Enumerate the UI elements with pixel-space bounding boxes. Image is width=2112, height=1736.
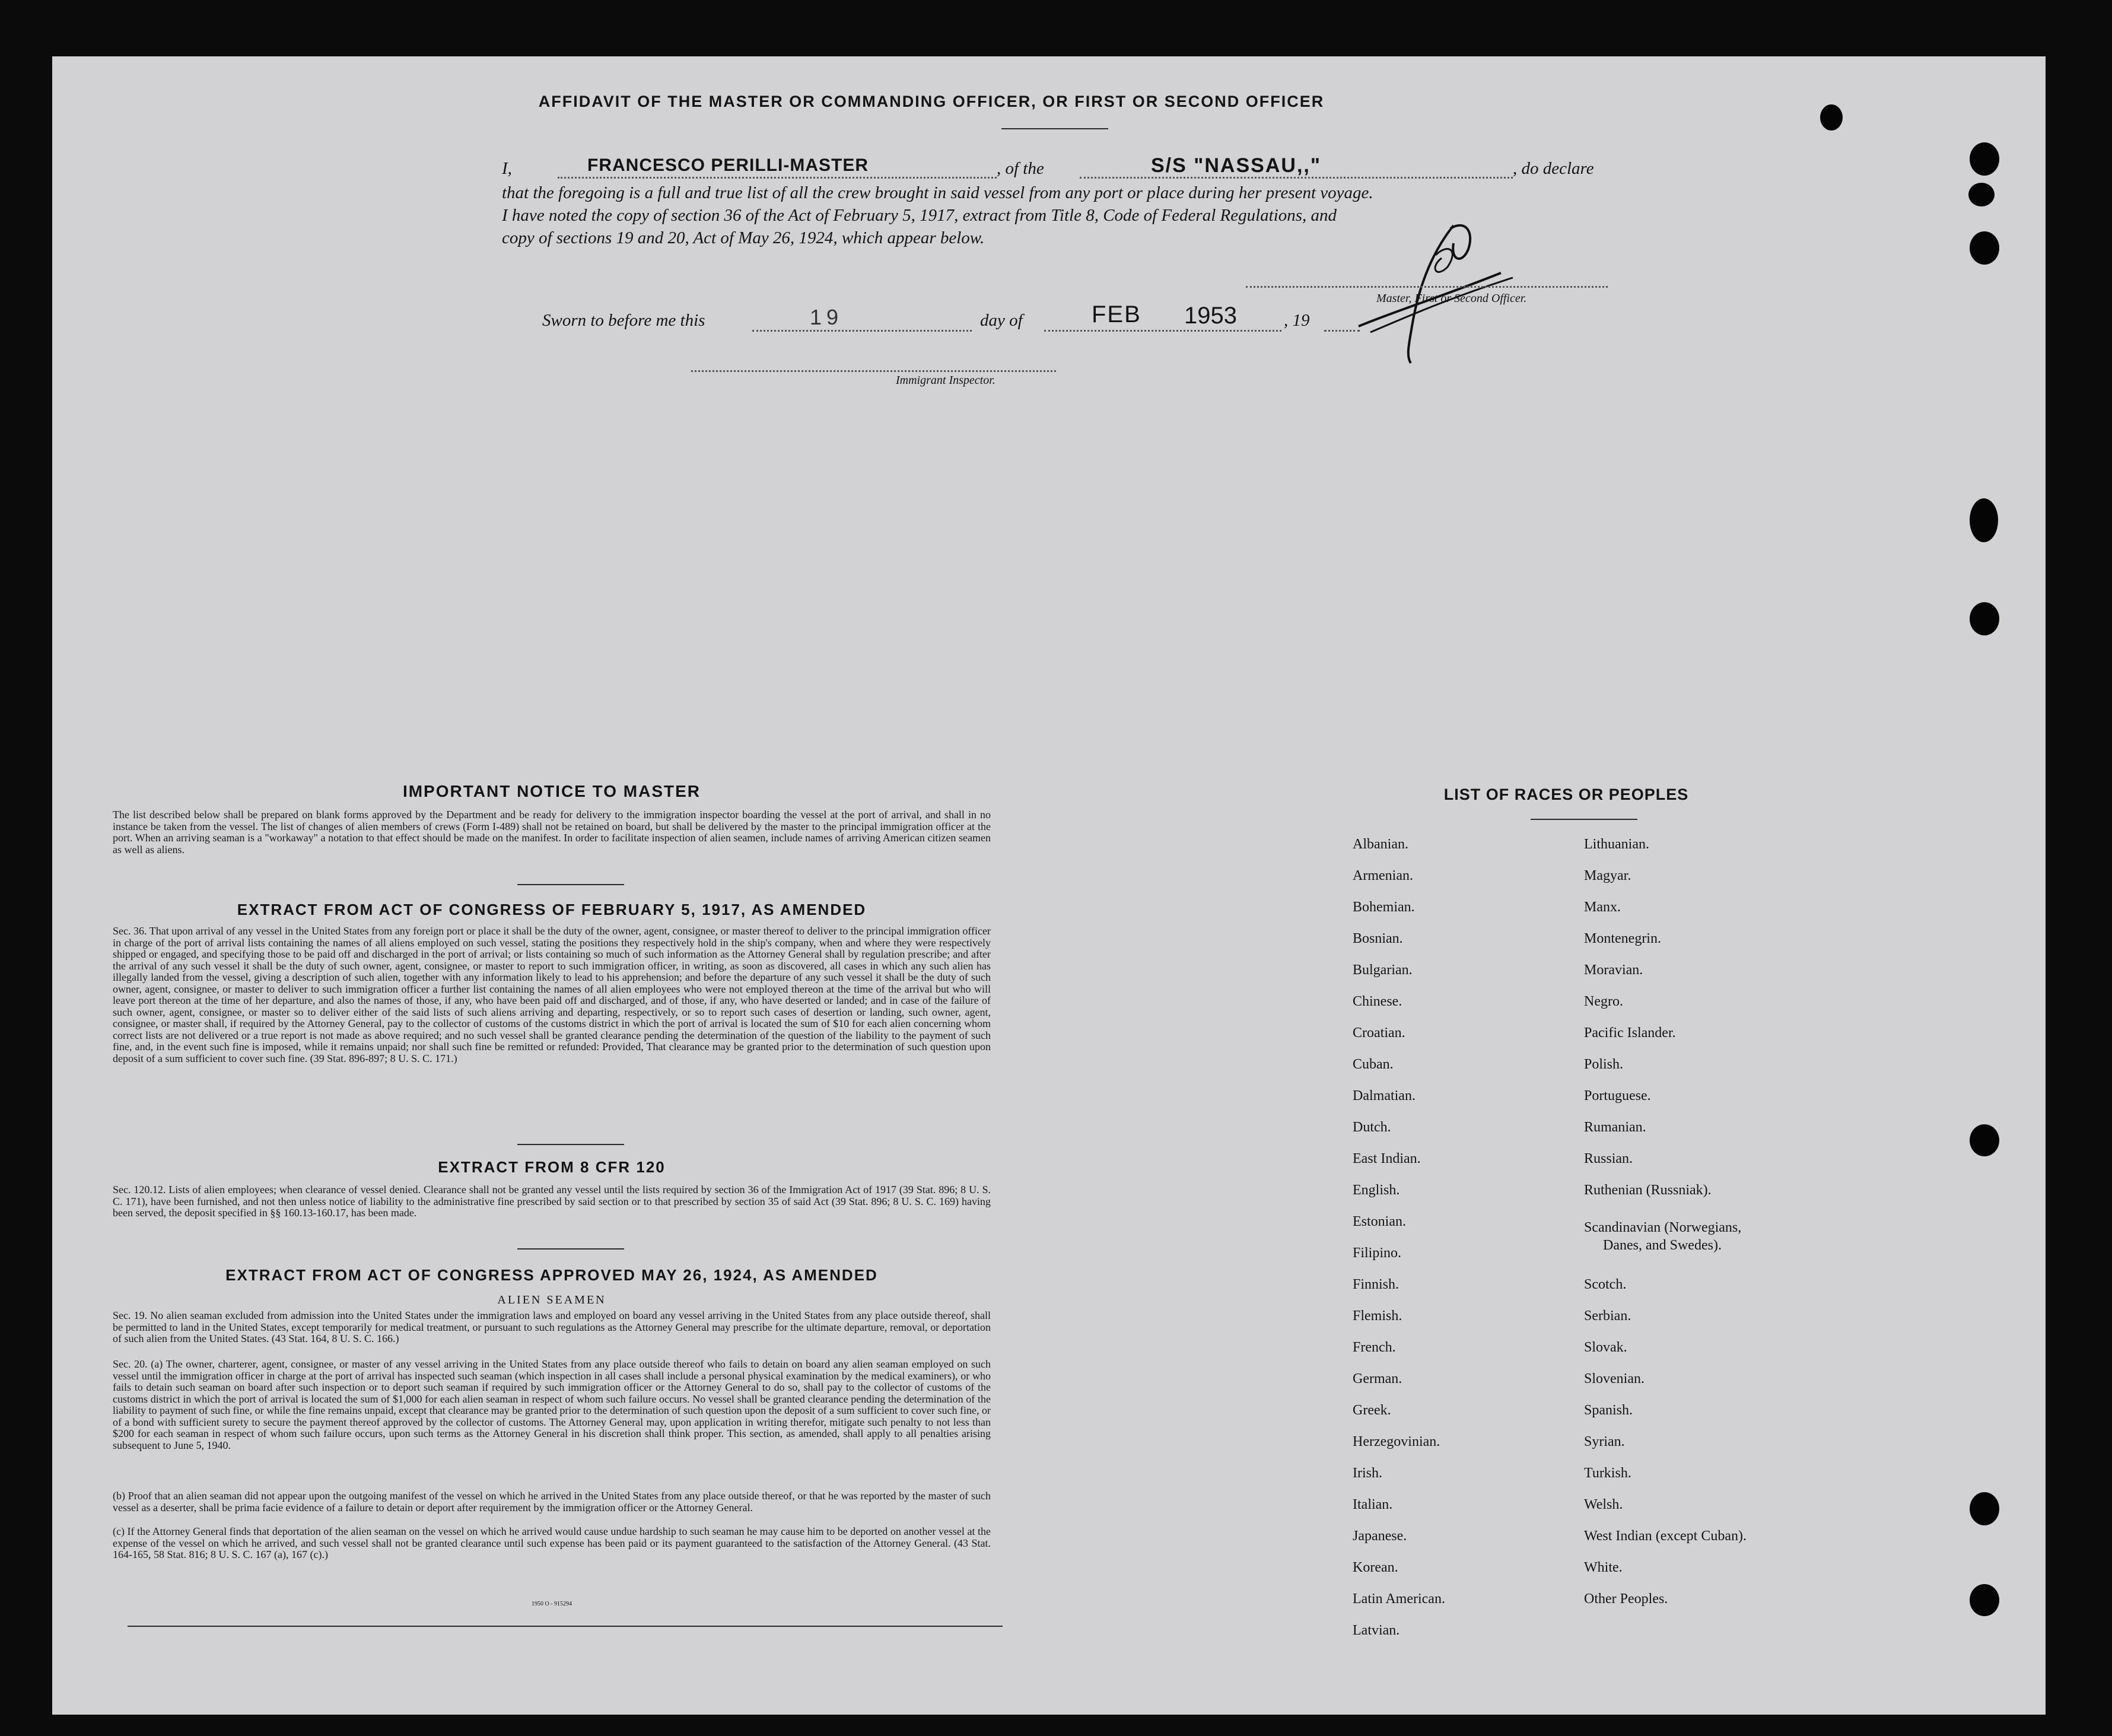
year-line: [1324, 330, 1360, 332]
punch-hole: [1970, 231, 1999, 265]
bottom-rule: [128, 1626, 1003, 1627]
race-item: Syrian.: [1584, 1434, 1625, 1449]
races-rule: [1531, 819, 1637, 820]
extract-cfr-title: EXTRACT FROM 8 CFR 120: [438, 1158, 666, 1176]
race-item: Pacific Islander.: [1584, 1025, 1676, 1041]
race-item: Serbian.: [1584, 1308, 1631, 1324]
extract-cfr-rule: [517, 1248, 624, 1249]
race-item: Moravian.: [1584, 962, 1643, 978]
race-item: Dutch.: [1353, 1120, 1391, 1135]
signature-line: [1246, 286, 1608, 288]
extract-cfr-body: Sec. 120.12. Lists of alien employees; when clearance of vessel denied. Clearance shall not be granted any vessel until the lists required by section 36 of the Immigration Act of 1917 (39 Stat. 896; 8 U. S. C. 171), have been furnished, and not then unless notice of liability to the administrative fine prescribed by said section or to that prescribed by section 35 of said Act (39 Stat. 896; 8 U. S. C. 169) having been served, the deposit specified in §§ 160.13-160.17, has been made.: [113, 1184, 991, 1219]
race-item: Portuguese.: [1584, 1088, 1651, 1104]
race-item: Finnish.: [1353, 1277, 1399, 1292]
race-item: Greek.: [1353, 1403, 1391, 1418]
punch-hole: [1970, 498, 1998, 542]
punch-hole: [1970, 1584, 1999, 1616]
race-item: Danes, and Swedes).: [1603, 1238, 1722, 1253]
race-item: Other Peoples.: [1584, 1591, 1668, 1607]
vessel-name: S/S "NASSAU,,": [1151, 154, 1321, 177]
race-item: Estonian.: [1353, 1214, 1406, 1229]
sec-20a-body: Sec. 20. (a) The owner, charterer, agent, consignee, or master of any vessel arriving in the United States from any place outside thereof who fails to detain on board any alien seaman employed on such vessel until the immigration officer in charge at the port of arrival has inspected such seaman (which inspection in all cases shall include a personal physical examination by the medical examiners), or who fails to detain such seaman on board after such inspection or to deport such seaman if required by such immigration officer or the Attorney General to do so, shall pay to the collector of customs of the customs district in which the port of arrival is located the sum of $1,000 for each alien seaman in respect of whom such failure occurs. No vessel shall be granted clearance pending the determination of the liability to payment of such fine, or while the fine remains unpaid, except that clearance may be granted prior to the determination of such question upon the deposit of a sum sufficient to cover such fine, or of a bond with sufficient surety to secure the payment thereof approved by the collector of customs. The Attorney General may, upon application in writing therefor, mitigate such penalty to not less than $200 for each seaman in respect of whom such failure occurs, upon such terms as the Attorney General in his discretion shall think proper. This section, as amended, shall apply to all penalties arising subsequent to June 5, 1940.: [113, 1358, 991, 1451]
inspector-caption: Immigrant Inspector.: [896, 374, 995, 387]
race-item: Latvian.: [1353, 1623, 1400, 1638]
affidavit-line-2: that the foregoing is a full and true list of all the crew brought in said vessel from any port or place during her present voyage.: [502, 183, 1373, 202]
extract-1917-body: Sec. 36. That upon arrival of any vessel in the United States from any foreign port or place it shall be the duty of the owner, agent, consignee, or master thereof to deliver to the principal immigration officer in charge of the port of arrival lists containing the names of all aliens employed on such vessel, stating the positions they respectively hold in the ship's company, when and where they were respectively shipped or engaged, and specifying those to be paid off and discharged in the port of arrival; or lists containing so much of such information as the Attorney General shall by regulation prescribe; and after the arrival of any such vessel it shall be the duty of such owner, agent, consignee, or master to report to such immigration officer, in writing, as soon as discovered, all cases in which any such alien has illegally landed from the vessel, giving a description of such alien, together with any information likely to lead to his apprehension; and before the departure of any such vessel it shall be the duty of such owner, agent, consignee, or master to deliver to such immigration officer a further list containing the names of all alien employees who were not employed thereon at the time of the arrival but who will leave port thereon at the time of her departure, and also the names of those, if any, who have been paid off and discharged, and of those, if any, who have deserted or landed; and in case of the failure of such owner, agent, consignee, or master so to deliver either of the said lists of such aliens arriving and departing, respectively, or so to report such cases of desertion or landing, such owner, agent, consignee, or master shall, if required by the Attorney General, pay to the collector of customs of the customs district in which the port of arrival is located the sum of $10 for each alien concerning whom correct lists are not delivered or a true report is not made as above required; and no such vessel shall be granted clearance pending the determination of the question of the liability to the payment of such fine, and, in the event such fine is imposed, while it remains unpaid; nor shall such fine be remitted or refunded: Provided, That clearance may be granted prior to the determination of such question upon deposit of a sum sufficient to cover such fine. (39 Stat. 896-897; 8 U. S. C. 171.): [113, 925, 991, 1064]
extract-1924-title: EXTRACT FROM ACT OF CONGRESS APPROVED MAY 26, 1924, AS AMENDED: [225, 1266, 878, 1284]
race-item: Welsh.: [1584, 1497, 1623, 1512]
sworn-month: FEB: [1092, 301, 1141, 328]
race-item: Italian.: [1353, 1497, 1393, 1512]
affidavit-i: I,: [502, 159, 512, 178]
race-item: Spanish.: [1584, 1403, 1633, 1418]
race-item: Flemish.: [1353, 1308, 1402, 1324]
vessel-line: [1080, 177, 1513, 179]
affidavit-line-3: I have noted the copy of section 36 of the Act of February 5, 1917, extract from Title 8, Code of Federal Regulations, and: [502, 206, 1337, 225]
race-item: Croatian.: [1353, 1025, 1405, 1041]
race-item: Bohemian.: [1353, 899, 1415, 915]
print-code: 1950 O - 915294: [531, 1601, 572, 1607]
punch-hole: [1970, 1124, 1999, 1156]
race-item: Negro.: [1584, 994, 1623, 1009]
race-item: Albanian.: [1353, 837, 1408, 852]
race-item: Bulgarian.: [1353, 962, 1413, 978]
extract-1917-title: EXTRACT FROM ACT OF CONGRESS OF FEBRUARY 5, 1917, AS AMENDED: [237, 901, 867, 918]
notice-rule: [517, 884, 624, 885]
race-item: Russian.: [1584, 1151, 1633, 1166]
do-declare-text: , do declare: [1513, 159, 1594, 178]
race-item: Slovenian.: [1584, 1371, 1645, 1387]
race-item: Irish.: [1353, 1465, 1382, 1481]
race-item: Rumanian.: [1584, 1120, 1646, 1135]
race-item: Filipino.: [1353, 1245, 1402, 1261]
sec-20c-body: (c) If the Attorney General finds that deportation of the alien seaman on the vessel on which he arrived would cause undue hardship to such seaman he may cause him to be deported on another vessel at the expense of the vessel on which he arrived, and such vessel shall not be granted clearance until such expense has been paid or its payment guaranteed to the satisfaction of the Attorney General. (43 Stat. 164-165, 58 Stat. 816; 8 U. S. C. 167 (a), 167 (c).): [113, 1525, 991, 1560]
race-item: Cuban.: [1353, 1057, 1394, 1072]
affidavit-line-4: copy of sections 19 and 20, Act of May 26, 1924, which appear below.: [502, 228, 985, 247]
races-title: LIST OF RACES OR PEOPLES: [1443, 786, 1689, 803]
extract-1917-rule: [517, 1144, 624, 1145]
sec-20b-body: (b) Proof that an alien seaman did not appear upon the outgoing manifest of the vessel on which he arrived in the United States from any place outside thereof, or that he was reported by the master of such vessel as a deserter, shall be prima facie evidence of a failure to detain or deport after requirement by the immigration officer or the Attorney General.: [113, 1490, 991, 1514]
sec-19-body: Sec. 19. No alien seaman excluded from admission into the United States under the immigration laws and employed on board any vessel arriving in the United States from any place outside thereof, shall be permitted to land in the United States, except temporarily for medical treatment, or pursuant to such regulations as the Attorney General may prescribe for the ultimate departure, removal, or deportation of such alien from the United States. (43 Stat. 164, 8 U. S. C. 166.): [113, 1309, 991, 1344]
race-item: West Indian (except Cuban).: [1584, 1528, 1747, 1544]
race-item: East Indian.: [1353, 1151, 1421, 1166]
race-item: White.: [1584, 1560, 1623, 1575]
race-item: Bosnian.: [1353, 931, 1403, 946]
ink-blot: [1820, 104, 1843, 131]
race-item: Manx.: [1584, 899, 1621, 915]
race-item: Korean.: [1353, 1560, 1398, 1575]
notice-body: The list described below shall be prepared on blank forms approved by the Department and be ready for delivery to the immigration inspector boarding the vessel at the port of arrival, and shall in no instance be taken from the vessel. The list of changes of alien members of crews (Form I-489) shall not be retained on board, but shall be delivered by the master to the principal immigration officer at the port. When an arriving seaman is a "workaway" a notation to that effect should be made on the manifest. In order to facilitate inspection of alien seamen, include names of arriving American citizen seamen as well as aliens.: [113, 809, 991, 856]
race-item: Armenian.: [1353, 868, 1413, 883]
declarant-line: [558, 177, 997, 179]
punch-hole: [1968, 183, 1995, 206]
race-item: Magyar.: [1584, 868, 1631, 883]
extract-1924-subtitle: ALIEN SEAMEN: [497, 1293, 606, 1306]
race-item: Lithuanian.: [1584, 837, 1649, 852]
race-item: Ruthenian (Russniak).: [1584, 1182, 1712, 1198]
declarant-name: FRANCESCO PERILLI-MASTER: [587, 155, 869, 175]
race-item: Montenegrin.: [1584, 931, 1661, 946]
day-of-text: day of: [980, 311, 1023, 330]
sworn-day: 19: [810, 305, 844, 329]
document-page: [52, 56, 2046, 1715]
race-item: Polish.: [1584, 1057, 1624, 1072]
year-prefix: , 19: [1284, 311, 1310, 330]
master-signature: [1347, 208, 1525, 368]
race-item: Latin American.: [1353, 1591, 1445, 1607]
race-item: Scandinavian (Norwegians,: [1584, 1220, 1742, 1235]
race-item: Herzegovinian.: [1353, 1434, 1440, 1449]
race-item: French.: [1353, 1340, 1396, 1355]
of-the-text: , of the: [997, 159, 1044, 178]
notice-title: IMPORTANT NOTICE TO MASTER: [402, 782, 701, 800]
sworn-text: Sworn to before me this: [542, 311, 705, 330]
race-item: Japanese.: [1353, 1528, 1407, 1544]
sworn-year: 1953: [1184, 303, 1237, 329]
race-item: German.: [1353, 1371, 1402, 1387]
race-item: Scotch.: [1584, 1277, 1627, 1292]
race-item: Turkish.: [1584, 1465, 1631, 1481]
punch-hole: [1970, 602, 1999, 635]
inspector-line: [691, 370, 1056, 372]
punch-hole: [1970, 142, 1999, 176]
race-item: Chinese.: [1353, 994, 1402, 1009]
race-item: Slovak.: [1584, 1340, 1627, 1355]
signature-caption: Master, First or Second Officer.: [1376, 292, 1527, 305]
day-line: [752, 330, 972, 332]
race-item: English.: [1353, 1182, 1400, 1198]
month-line: [1044, 330, 1281, 332]
race-item: Dalmatian.: [1353, 1088, 1416, 1104]
affidavit-title: AFFIDAVIT OF THE MASTER OR COMMANDING OFFICER, OR FIRST OR SECOND OFFICER: [538, 93, 1325, 110]
title-rule: [1001, 128, 1108, 129]
punch-hole: [1970, 1492, 1999, 1525]
